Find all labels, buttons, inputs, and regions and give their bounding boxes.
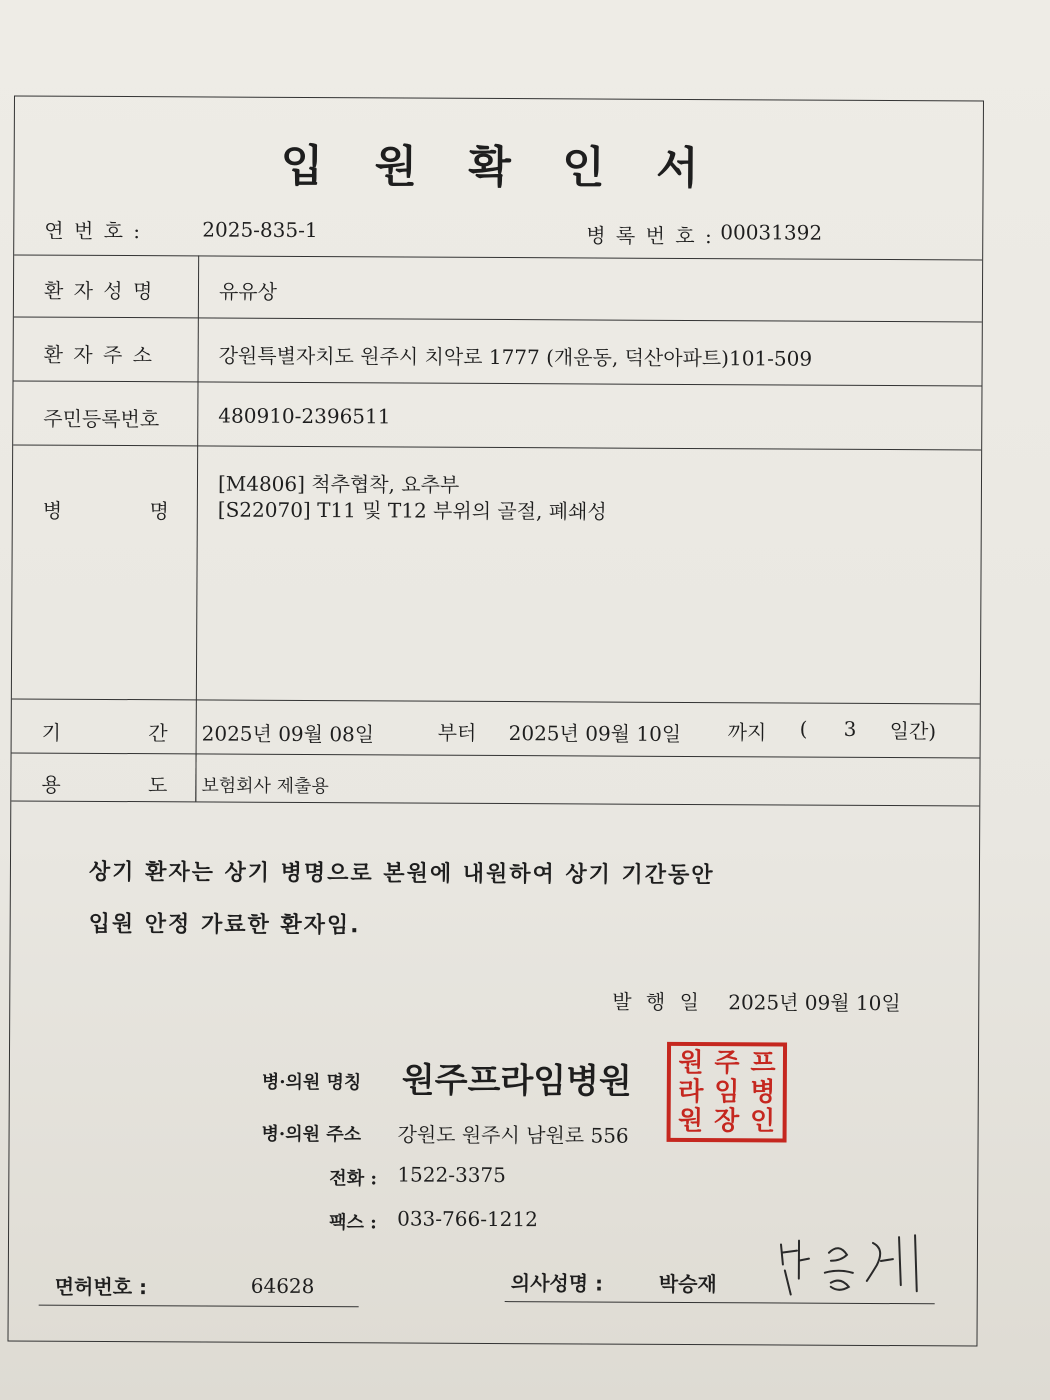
period-open-paren: ( <box>799 716 808 741</box>
patient-address: 강원특별자치도 원주시 치악로 1777 (개운동, 덕산아파트)101-509 <box>218 343 813 371</box>
statement-line: 상기 환자는 상기 병명으로 본원에 내원하여 상기 기간동안 <box>88 859 715 889</box>
diagnosis-label-char: 명 <box>149 499 171 524</box>
column-divider <box>195 753 196 801</box>
purpose-label <box>41 769 169 799</box>
serial-value: 2025-835-1 <box>202 217 318 243</box>
period-label <box>42 717 170 747</box>
statement-line: 입원 안정 가료한 환자임. <box>88 911 361 939</box>
document-title: 입 원 확 인 서 <box>280 140 717 195</box>
license-number: 64628 <box>250 1273 315 1299</box>
hospital-seal-stamp: 원 주 프 라 임 병 원 장 인 <box>667 1042 788 1143</box>
period-days: 3 <box>843 716 857 741</box>
row-divider <box>13 444 981 450</box>
patient-name: 유유상 <box>218 279 278 304</box>
row-divider <box>14 254 982 260</box>
hospital-address: 강원도 원주시 남원로 556 <box>397 1122 629 1148</box>
diagnosis-item: [M4806] 척추협착, 요추부 <box>217 471 460 497</box>
doctor-underline <box>505 1301 935 1304</box>
fax-number: 033-766-1212 <box>397 1206 538 1232</box>
issue-date: 2025년 09월 10일 <box>728 990 901 1016</box>
phone-label: 전화 : <box>329 1168 378 1190</box>
record-value: 00031392 <box>720 220 823 245</box>
issue-date-label: 발 행 일 <box>612 989 704 1015</box>
row-divider <box>12 752 980 758</box>
diagnosis-item: [S22070] T11 및 T12 부위의 골절, 폐쇄성 <box>217 497 607 524</box>
row-divider <box>14 316 982 322</box>
purpose-label-char: 도 <box>148 773 170 798</box>
admission-certificate <box>7 95 984 1346</box>
serial-label: 연 번 호 : <box>44 218 143 244</box>
license-label: 면허번호 : <box>54 1274 148 1300</box>
diagnosis-label <box>43 495 171 525</box>
row-divider <box>14 380 982 386</box>
phone-number: 1522-3375 <box>397 1162 506 1188</box>
resident-number-label: 주민등록번호 <box>43 406 160 432</box>
handwritten-signature <box>769 1230 939 1301</box>
resident-number: 480910-2396511 <box>218 403 391 429</box>
period-end: 2025년 09월 10일 <box>508 721 682 746</box>
purpose-value: 보험회사 제출용 <box>201 775 329 798</box>
hospital-name-label: 병·의원 명칭 <box>261 1071 362 1094</box>
period-start: 2025년 09월 08일 <box>201 721 375 747</box>
diagnosis-label-char: 병 <box>42 498 65 523</box>
period-label-char: 간 <box>148 721 170 746</box>
doctor-name: 박승재 <box>658 1271 717 1297</box>
license-underline <box>39 1305 359 1308</box>
fax-label: 팩스 : <box>329 1212 377 1234</box>
record-label: 병 록 번 호 : <box>586 223 714 249</box>
doctor-label: 의사성명 : <box>510 1271 604 1296</box>
row-divider <box>11 800 979 806</box>
address-label: 환 자 주 소 <box>43 342 155 368</box>
column-divider <box>195 255 199 801</box>
period-from: 부터 <box>437 720 477 745</box>
period-label-char: 기 <box>41 720 64 745</box>
period-to: 까지 <box>727 720 767 745</box>
period-unit: 일간) <box>889 719 937 744</box>
purpose-label-char: 용 <box>41 772 63 797</box>
patient-name-label: 환 자 성 명 <box>43 278 155 304</box>
hospital-name: 원주프라임병원 <box>401 1060 632 1102</box>
hospital-address-label: 병·의원 주소 <box>261 1123 362 1146</box>
row-divider <box>12 698 980 704</box>
